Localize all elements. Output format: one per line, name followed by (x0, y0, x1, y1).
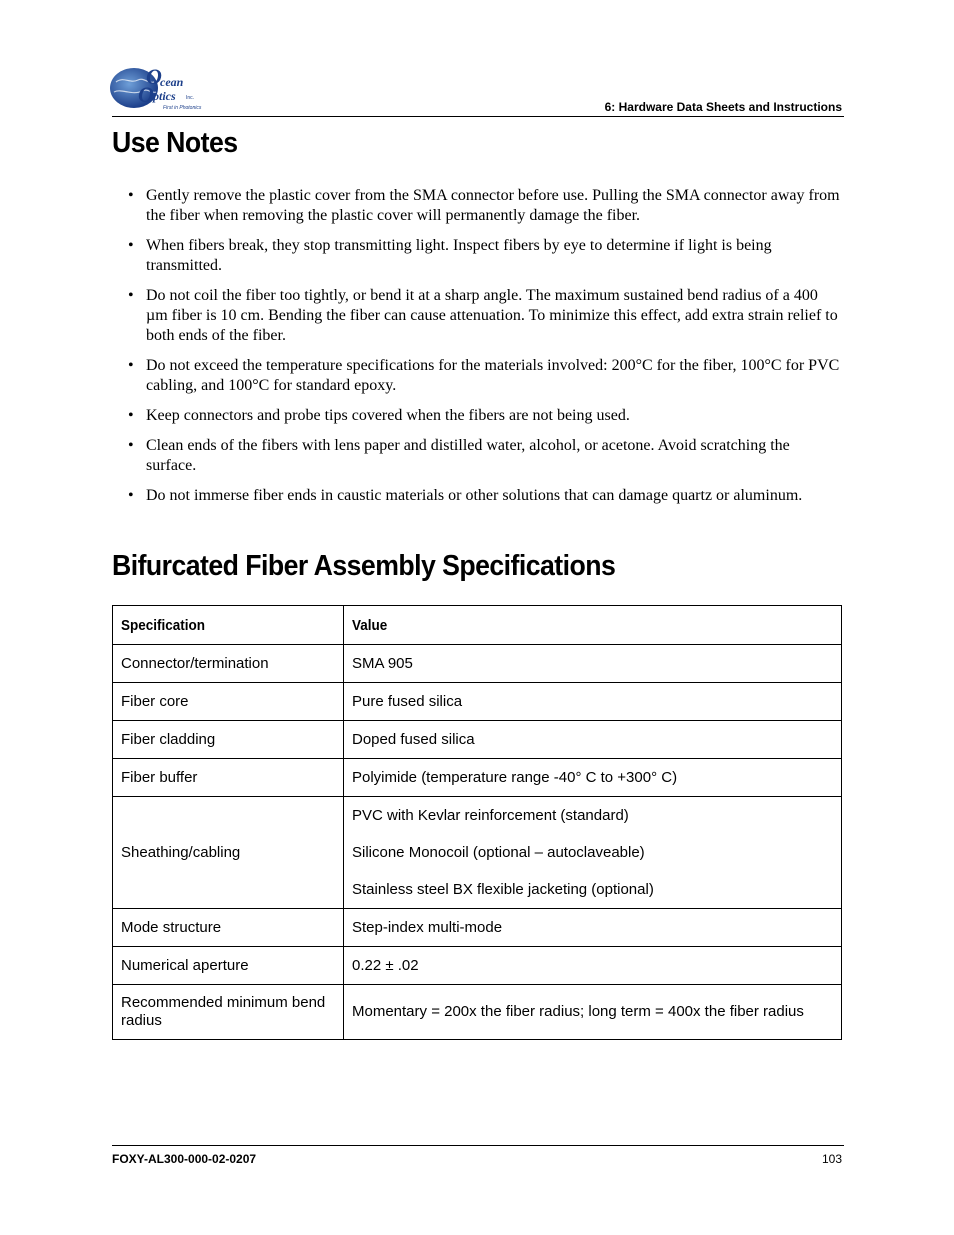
spec-value-line: PVC with Kevlar reinforcement (standard) (352, 807, 629, 824)
bullet-icon: • (128, 287, 134, 304)
page-number: 103 (821, 1152, 842, 1166)
spec-name: Sheathing/cabling (113, 797, 344, 909)
list-item (128, 486, 840, 506)
spec-value (344, 797, 842, 909)
table-row (113, 759, 842, 797)
spec-value: Step-index multi-mode (344, 909, 842, 947)
spec-name: Numerical aperture (113, 947, 344, 985)
table-row (113, 947, 842, 985)
svg-text:ptics: ptics (153, 89, 176, 103)
spec-value: Momentary = 200x the fiber radius; long term = 400x the fiber radius (344, 985, 842, 1040)
note-text: Do not immerse fiber ends in caustic materials or other solutions that can damage quartz or aluminum. (146, 487, 803, 504)
bullet-icon: • (128, 437, 134, 454)
footer-rule (112, 1145, 844, 1146)
svg-text:cean: cean (160, 75, 184, 89)
bullet-icon: • (128, 187, 134, 204)
table-row (113, 909, 842, 947)
spec-value: 0.22 ± .02 (344, 947, 842, 985)
spec-value: Polyimide (temperature range -40° C to +300° C) (344, 759, 842, 797)
list-item (128, 406, 840, 426)
spec-value-line: Stainless steel BX flexible jacketing (optional) (352, 881, 654, 898)
spec-name: Fiber core (113, 683, 344, 721)
note-text: When fibers break, they stop transmitting light. Inspect fibers by eye to determine if light is being transmitted. (146, 237, 772, 274)
specifications-table (112, 605, 842, 1040)
list-item (128, 236, 840, 276)
note-text: Gently remove the plastic cover from the SMA connector before use. Pulling the SMA connector away from the fiber when removing the plastic cover will permanently damage the fiber. (146, 187, 840, 224)
table-row (113, 683, 842, 721)
use-notes-list (128, 186, 840, 516)
svg-text:O: O (138, 82, 154, 107)
spec-name: Recommended minimum bend radius (113, 985, 344, 1040)
svg-text:Inc.: Inc. (186, 95, 195, 101)
spec-name: Mode structure (113, 909, 344, 947)
svg-text:O: O (146, 64, 162, 89)
list-item (128, 286, 840, 346)
svg-text:First in Photonics: First in Photonics (163, 105, 202, 111)
bullet-icon: • (128, 237, 134, 254)
specifications-title: Bifurcated Fiber Assembly Specifications (112, 550, 616, 582)
spec-name: Fiber cladding (113, 721, 344, 759)
globe-icon (108, 64, 226, 114)
header-section-title: 6: Hardware Data Sheets and Instructions (604, 100, 842, 114)
table-row (113, 985, 842, 1040)
bullet-icon: • (128, 487, 134, 504)
document-id: FOXY-AL300-000-02-0207 (112, 1152, 257, 1166)
note-text: Do not coil the fiber too tightly, or bend it at a sharp angle. The maximum sustained bend radius of a 400 µm fiber is 10 cm. Bending the fiber can cause attenuation. To minimize this effect, add extra strain relief to both ends of the fiber. (146, 287, 838, 344)
note-text: Do not exceed the temperature specifications for the materials involved: 200°C for the fiber, 100°C for PVC cabling, and 100°C for standard epoxy. (146, 357, 840, 394)
spec-value: SMA 905 (344, 645, 842, 683)
spec-value-line: Silicone Monocoil (optional – autoclaveable) (352, 844, 645, 861)
spec-value: Pure fused silica (344, 683, 842, 721)
table-row (113, 797, 842, 909)
table-row (113, 645, 842, 683)
table-row (113, 721, 842, 759)
column-header-value: Value (344, 606, 842, 645)
list-item (128, 186, 840, 226)
ocean-optics-logo (108, 64, 226, 114)
list-item (128, 356, 840, 396)
header-rule (112, 116, 844, 117)
bullet-icon: • (128, 357, 134, 374)
column-header-specification: Specification (113, 606, 344, 645)
spec-name: Connector/termination (113, 645, 344, 683)
table-header-row (113, 606, 842, 645)
list-item (128, 436, 840, 476)
note-text: Clean ends of the fibers with lens paper and distilled water, alcohol, or acetone. Avoid scratching the surface. (146, 437, 790, 474)
spec-name: Fiber buffer (113, 759, 344, 797)
note-text: Keep connectors and probe tips covered when the fibers are not being used. (146, 407, 630, 424)
use-notes-title: Use Notes (112, 127, 238, 159)
bullet-icon: • (128, 407, 134, 424)
spec-value: Doped fused silica (344, 721, 842, 759)
